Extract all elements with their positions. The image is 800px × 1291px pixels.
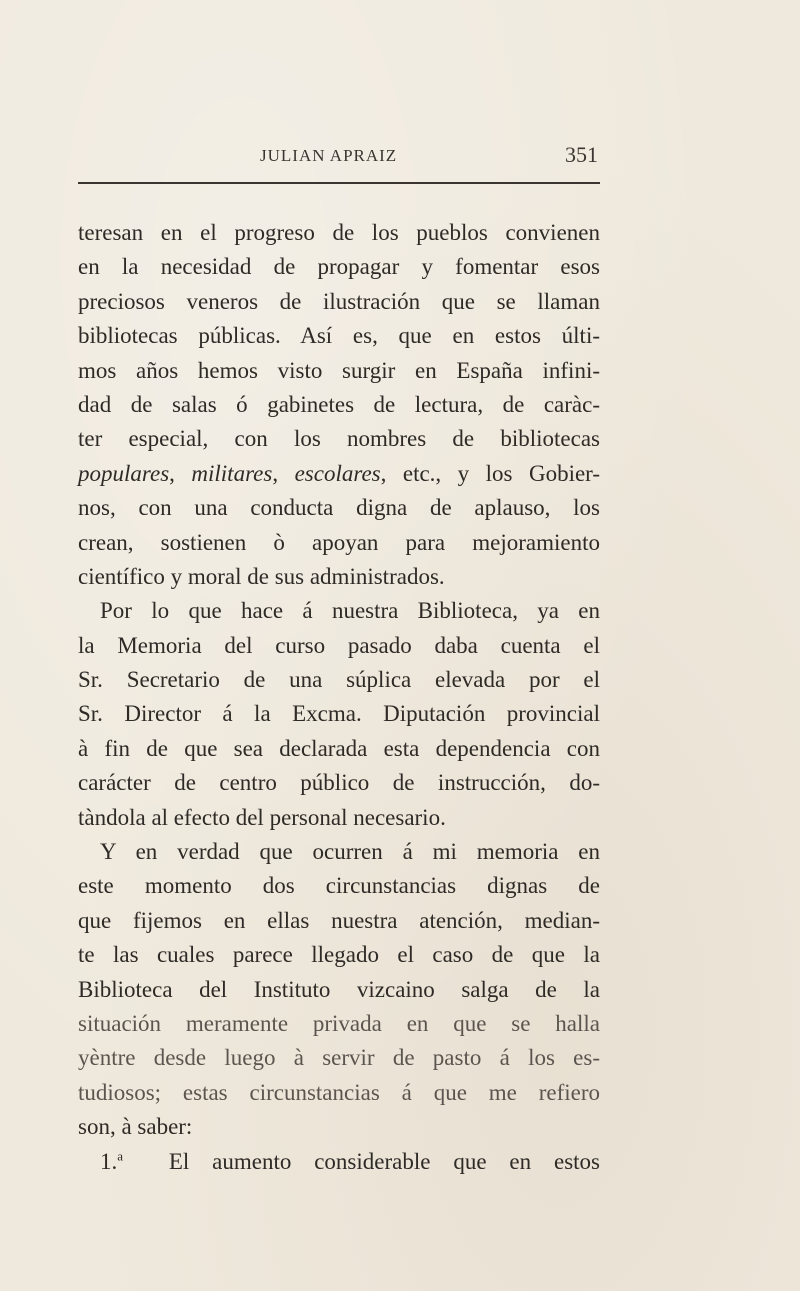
text-line: teresan en el progreso de los pueblos convienen xyxy=(78,220,600,245)
text-line: son, à saber: xyxy=(78,1114,193,1140)
text-line: Y en verdad que ocurren á mi memoria en xyxy=(100,839,600,865)
text-line: Por lo que hace á nuestra Biblioteca, ya en xyxy=(100,598,600,624)
text-fragment: etc., y los Gobier- xyxy=(402,460,601,486)
text-line: ter especial, con los nombres de bibliotecas xyxy=(78,426,600,452)
ordinal-number: 1. xyxy=(100,1148,118,1174)
text-line: Sr. Director á la Excma. Diputación provincial xyxy=(78,701,600,727)
text-line-ordinal xyxy=(78,1145,600,1179)
text-line: te las cuales parece llegado el caso de que la xyxy=(78,942,600,968)
page-number: 351 xyxy=(565,142,598,167)
body-text xyxy=(78,216,600,1179)
text-line: à fin de que sea declarada esta dependencia con xyxy=(78,735,600,761)
text-line: Biblioteca del Instituto vizcaino salga de la xyxy=(78,976,600,1002)
italic-word: escolares xyxy=(294,460,381,486)
italic-word: militares xyxy=(191,460,273,486)
running-header xyxy=(78,142,598,176)
text-line: que fijemos en ellas nuestra atención, median- xyxy=(78,907,600,933)
text-line: Sr. Secretario de una súplica elevada por el xyxy=(78,667,600,693)
header-rule xyxy=(78,182,600,184)
text-line: tudiosos; estas circunstancias á que me refiero xyxy=(78,1079,600,1105)
text-line: en la necesidad de propagar y fomentar esos xyxy=(78,254,600,280)
text-line: dad de salas ó gabinetes de lectura, de caràc- xyxy=(78,391,600,417)
text-line: mos años hemos visto surgir en España infini- xyxy=(78,357,600,383)
text-line: tàndola al efecto del personal necesario. xyxy=(78,804,446,830)
text-line: científico y moral de sus administrados. xyxy=(78,563,445,589)
text-line: carácter de centro público de instrucción, do- xyxy=(78,770,600,796)
italic-word: populares xyxy=(78,460,170,486)
text-line: yèntre desde luego à servir de pasto á los es- xyxy=(78,1045,600,1071)
text-line-italic-words: populares, militares, escolares, etc., y los Gobier- xyxy=(78,460,601,486)
text-line: nos, con una conducta digna de aplauso, los xyxy=(78,495,600,521)
running-title: JULIAN APRAIZ xyxy=(260,146,398,165)
text-line: crean, sostienen ò apoyan para mejoramiento xyxy=(78,529,600,555)
text-fragment: El aumento considerable que en estos xyxy=(168,1148,601,1174)
ordinal-superscript: a xyxy=(117,1147,124,1163)
text-line: bibliotecas públicas. Así es, que en estos últi- xyxy=(78,323,600,349)
text-line: preciosos veneros de ilustración que se llaman xyxy=(78,288,600,314)
text-line: este momento dos circunstancias dignas de xyxy=(78,873,600,899)
text-line: situación meramente privada en que se halla xyxy=(78,1010,600,1036)
text-line: la Memoria del curso pasado daba cuenta el xyxy=(78,632,600,658)
